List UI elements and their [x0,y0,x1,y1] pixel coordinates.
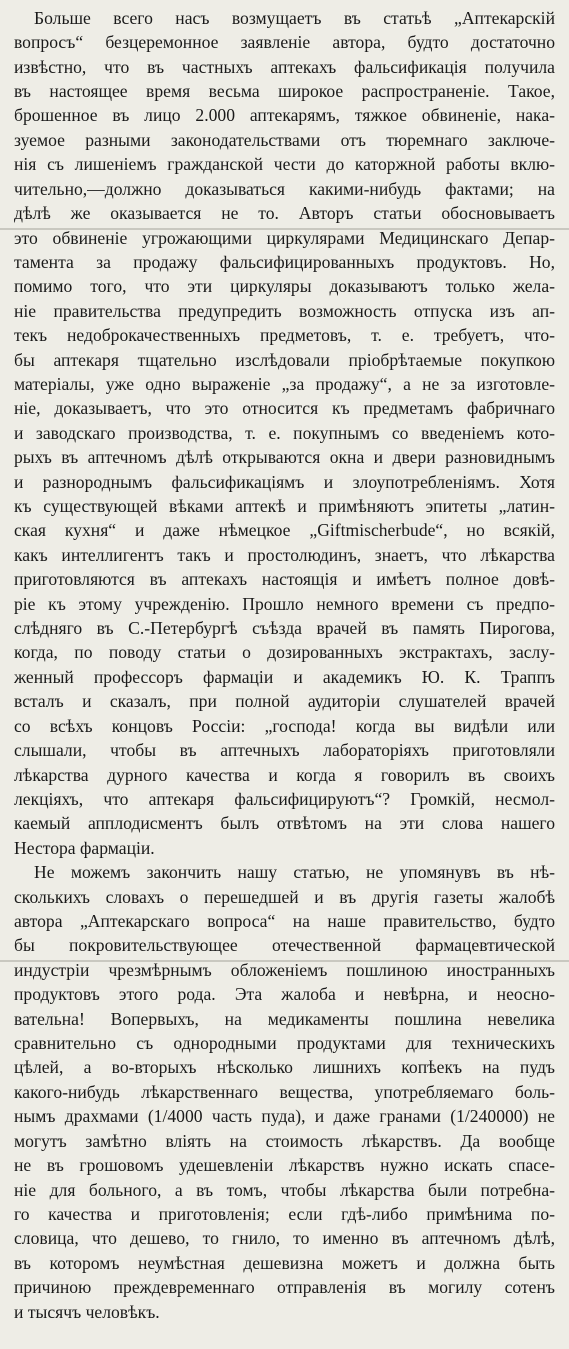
text-line-content: какого-нибудь лѣкарственнаго вещества, употребляемаго боль- [14,1082,555,1102]
text-line-content: Нестора фармаціи. [14,838,155,858]
text-line-content: чительно,—должно доказываться какими-нибудь фактами; на [14,179,555,199]
text-line [0,323,569,347]
text-line [0,1251,569,1275]
text-line [0,103,569,127]
text-line-content: автора „Аптекарскаго вопроса“ на наше правительство, будто [14,911,555,931]
text-line-content: слышали, чтобы въ аптечныхъ лабораторіяхъ приготовляли [14,740,555,760]
text-line [0,1080,569,1104]
text-line-content: ніе, доказываетъ, что это относится къ предметамъ фабричнаго [14,398,555,418]
text-line-content: и разнороднымъ фальсификаціямъ и злоупотребленіямъ. Хотя [14,472,555,492]
text-line [0,885,569,909]
text-line [0,738,569,762]
text-line [0,787,569,811]
text-line-content: лекціяхъ, что аптекаря фальсифицируютъ“? Громкій, несмол- [14,789,555,809]
text-line-content: женный профессоръ фармаціи и академикъ Ю. К. Траппъ [14,667,555,687]
text-line [0,543,569,567]
text-line-content: не въ грошовомъ удешевленіи лѣкарствъ нужно искать спасе- [14,1155,555,1175]
text-line [0,226,569,250]
text-line-content: ріе къ этому учрежденію. Прошло немного времени съ предпо- [14,594,555,614]
text-line-content: бы аптекаря тщательно изслѣдовали пріобрѣтаемые покупкою [14,350,555,370]
text-line-content: ніе для больного, а въ томъ, чтобы лѣкарства были потребна- [14,1180,555,1200]
text-line-content: причиною преждевременнаго отправленія въ могилу сотенъ [14,1277,555,1297]
text-line-content: индустріи чрезмѣрнымъ обложеніемъ пошлиною иностранныхъ [14,960,555,980]
text-line [0,836,569,860]
text-line [0,763,569,787]
text-line [0,1055,569,1079]
text-line [0,250,569,274]
text-line [0,30,569,54]
text-line-content: къ существующей вѣками аптекѣ и примѣняютъ эпитеты „латин- [14,496,555,516]
text-line [0,494,569,518]
text-line-content: и тысячъ человѣкъ. [14,1302,160,1322]
text-line-content: сколькихъ словахъ о перешедшей и въ другія газеты жалобѣ [14,887,555,907]
text-line-content: въ настоящее время весьма широкое распространеніе. Такое, [14,81,555,101]
text-line [0,1275,569,1299]
text-line-content: всталъ и сказалъ, при полной аудиторіи слушателей врачей [14,691,555,711]
text-line-content: приготовляются въ аптекахъ настоящія и имѣетъ полное довѣ- [14,569,555,589]
text-line [0,616,569,640]
text-line [0,1153,569,1177]
text-line [0,274,569,298]
text-line-content: лѣкарства дурного качества и когда я говорилъ въ своихъ [14,765,555,785]
text-line-content: брошенное въ лицо 2.000 аптекарямъ, тяжкое обвиненіе, нака- [14,105,555,125]
text-line-content: ніе правительства предупредить возможность отпуска изъ ап- [14,301,555,321]
text-line [0,421,569,445]
text-line-content: зуемое разными законодательствами отъ тюремнаго заключе- [14,130,555,150]
text-line-content: нія съ лишеніемъ гражданской чести до каторжной работы вклю- [14,154,555,174]
text-line [0,201,569,225]
text-line [0,567,569,591]
text-line [0,299,569,323]
text-line [0,1226,569,1250]
text-line [0,1129,569,1153]
text-line [0,348,569,372]
text-line [0,396,569,420]
text-line-content: ская кухня“ и даже нѣмецкое „Giftmischerbude“, но всякій, [14,520,555,540]
text-line [0,445,569,469]
text-line [0,689,569,713]
text-line-content: словица, что дешево, то гнило, то именно въ аптечномъ дѣлѣ, [14,1228,555,1248]
text-line-content: извѣстно, что въ частныхъ аптекахъ фальсификація получила [14,57,555,77]
text-line-content: сравнительно съ однородными продуктами для техническихъ [14,1033,555,1053]
text-line-content: со всѣхъ концовъ Россіи: „господа! когда вы видѣли или [14,716,555,736]
text-line-content: это обвиненіе угрожающими циркулярами Медицинскаго Депар- [14,228,555,248]
text-line-content: Больше всего насъ возмущаетъ въ статьѣ „Аптекарскій [34,8,555,28]
text-line [0,79,569,103]
text-line [0,6,569,30]
text-line-content: бы покровительствующее отечественной фармацевтической [14,935,555,955]
text-line [0,1300,569,1324]
text-line [0,1031,569,1055]
text-line-content: и заводскаго производства, т. е. покупнымъ со введеніемъ кото- [14,423,555,443]
text-line [0,152,569,176]
text-line-content: цѣлей, а во-вторыхъ нѣсколько лишнихъ копѣекъ на пудъ [14,1057,555,1077]
text-line [0,982,569,1006]
text-line-content: какъ интеллигентъ такъ и простолюдинъ, знаетъ, что лѣкарства [14,545,555,565]
text-line [0,811,569,835]
text-line-content: помимо того, что эти циркуляры доказываютъ только желa- [14,276,555,296]
text-line [0,958,569,982]
text-line-content: продуктовъ этого рода. Эта жалоба и невѣрна, и неосно- [14,984,555,1004]
text-line-content: тамента за продажу фальсифицированныхъ продуктовъ. Но, [14,252,555,272]
text-line [0,1007,569,1031]
text-line-content: Не можемъ закончить нашу статью, не упомянувъ въ нѣ- [34,862,555,882]
text-line [0,128,569,152]
text-line-content: вательна! Вопервыхъ, на медикаменты пошлина невелика [14,1009,555,1029]
text-line [0,177,569,201]
text-line-content: вопросъ“ безцеремонное заявленіе автора, будто достаточно [14,32,555,52]
text-line-content: го качества и приготовленія; если гдѣ-либо примѣнима по- [14,1204,555,1224]
text-line [0,1202,569,1226]
text-line-content: матеріалы, уже одно выраженіе „за продажу“, а не за изготовле- [14,374,555,394]
text-line-content: рыхъ въ аптечномъ дѣлѣ открываются окна и двери разновиднымъ [14,447,555,467]
text-line [0,860,569,884]
text-line [0,518,569,542]
text-line [0,372,569,396]
text-line-content: когда, по поводу статьи о дозированныхъ экстрактахъ, заслу- [14,642,555,662]
text-line [0,1104,569,1128]
text-line [0,1178,569,1202]
text-line [0,640,569,664]
text-line [0,470,569,494]
text-line-content: въ которомъ неумѣстная дешевизна можетъ и должна быть [14,1253,555,1273]
text-line-content: текъ недоброкачественныхъ предметовъ, т. е. требуетъ, что- [14,325,555,345]
text-line [0,55,569,79]
text-line [0,933,569,957]
text-line-content: нымъ драхмами (1/4000 часть пуда), и даже гранами (1/240000) не [14,1106,555,1126]
text-line-content: дѣлѣ же оказывается не то. Авторъ статьи обосновываетъ [14,203,555,223]
text-line [0,592,569,616]
text-line [0,665,569,689]
text-line-content: слѣдняго въ С.-Петербургѣ съѣзда врачей въ память Пирогова, [14,618,555,638]
text-line [0,909,569,933]
text-line-content: могутъ замѣтно вліять на стоимость лѣкарствъ. Да вообще [14,1131,555,1151]
text-line-content: каемый апплодисментъ былъ отвѣтомъ на эти слова нашего [14,813,555,833]
text-line [0,714,569,738]
